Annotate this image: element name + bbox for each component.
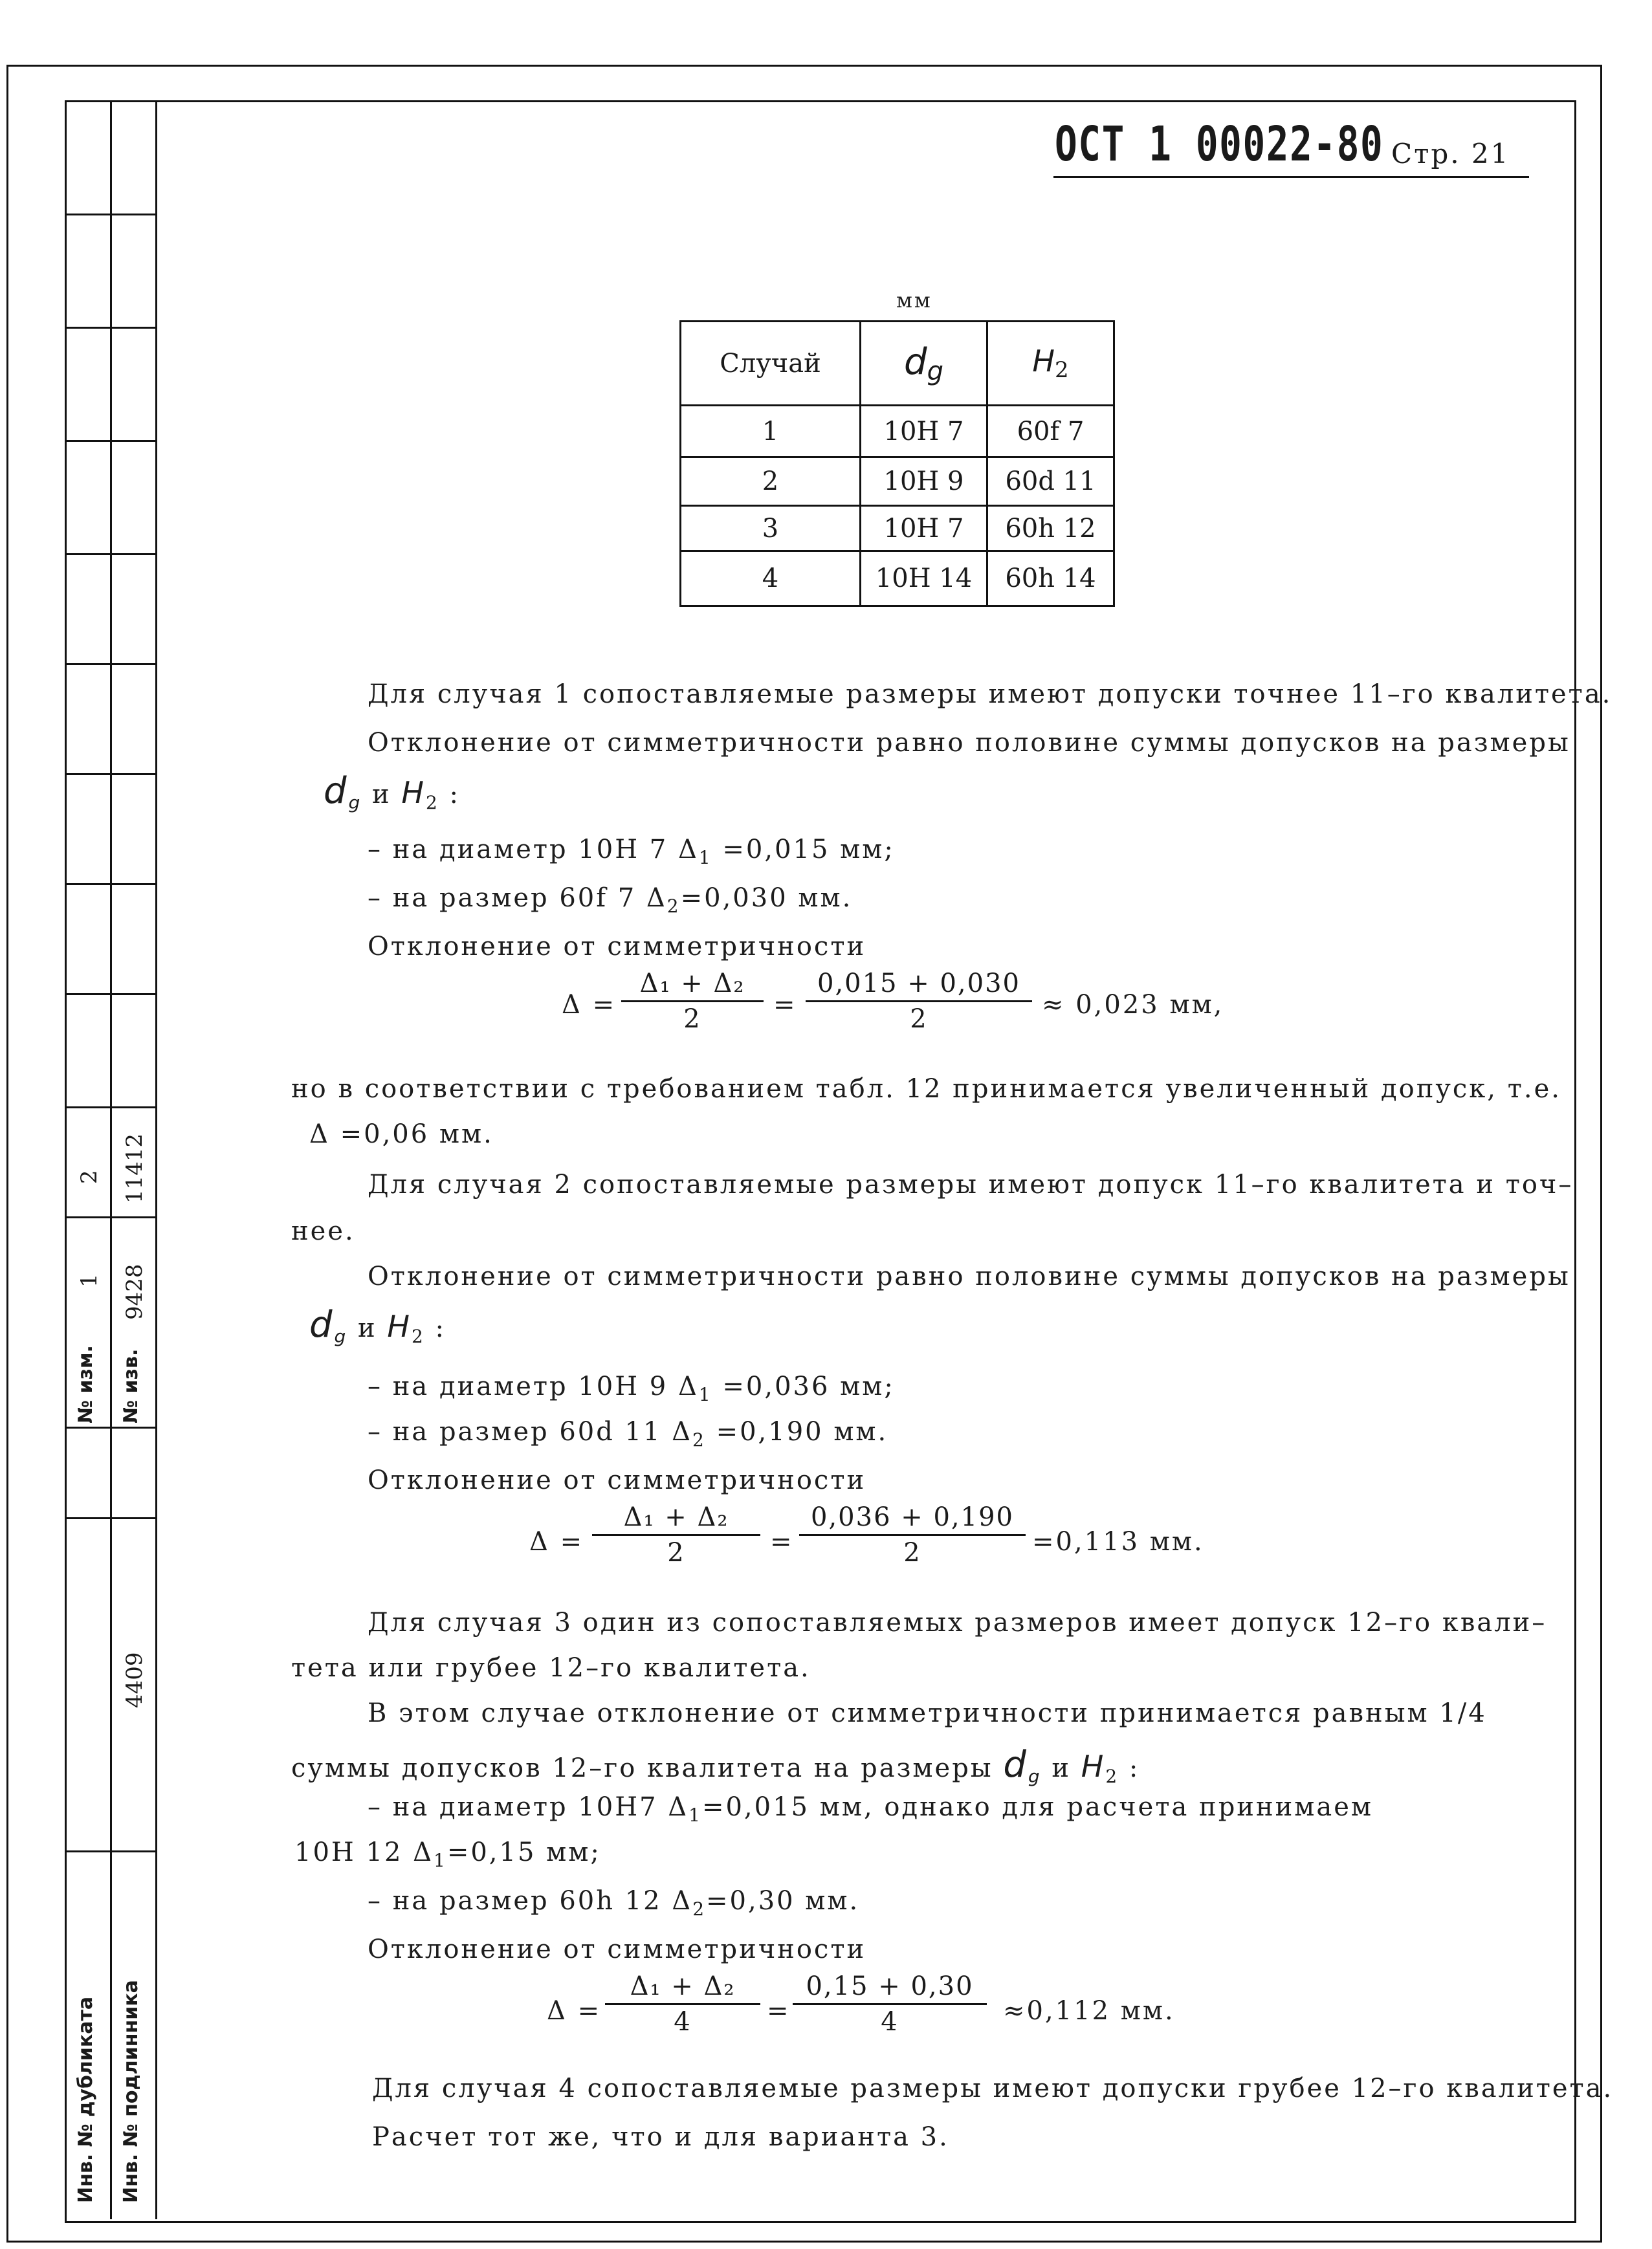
formula-result: =0,113 мм. bbox=[1032, 1527, 1204, 1557]
table-row bbox=[681, 506, 1114, 551]
formula-fraction bbox=[621, 971, 764, 1032]
standard-code: ОСТ 1 00022-80 bbox=[1055, 116, 1384, 172]
paragraph: Для случая 3 один из сопоставляемых размеров имеет допуск 12–го квали– bbox=[368, 1608, 1547, 1638]
table-cell: 10H 14 bbox=[861, 551, 987, 606]
duplicate-inventory-label: Инв. № дубликата bbox=[74, 1996, 97, 2203]
table-unit: мм bbox=[896, 288, 932, 313]
formula-result: ≈0,112 мм. bbox=[1003, 1996, 1175, 2026]
change-number-label: № изм. bbox=[74, 1345, 97, 1423]
table-header-row bbox=[681, 322, 1114, 406]
fraction-bar bbox=[806, 1000, 1032, 1002]
page-number: Стр. 21 bbox=[1391, 138, 1510, 170]
table-row bbox=[681, 457, 1114, 506]
paragraph: Для случая 1 сопоставляемые размеры имеют допуски точнее 11–го квалитета. bbox=[368, 679, 1613, 709]
formula-numerator: Δ₁ + Δ₂ bbox=[639, 969, 745, 998]
formula-fraction bbox=[605, 1973, 760, 2035]
paragraph: нее. bbox=[291, 1216, 355, 1246]
table-cell: 60h 14 bbox=[987, 551, 1114, 606]
formula-lhs: Δ = bbox=[562, 990, 617, 1020]
stamp-rule bbox=[65, 553, 157, 555]
paragraph: $d_g$ и $H_2$ : bbox=[324, 770, 461, 813]
fraction-bar bbox=[605, 2003, 760, 2005]
stamp-divider bbox=[155, 100, 157, 2219]
formula-numerator: Δ₁ + Δ₂ bbox=[623, 1502, 729, 1532]
table-cell: 10H 9 bbox=[861, 457, 987, 506]
table-header-cell: Случай bbox=[681, 322, 861, 406]
change-2: 2 bbox=[76, 1170, 102, 1184]
paragraph: Расчет тот же, что и для варианта 3. bbox=[372, 2122, 949, 2152]
stamp-rule bbox=[65, 883, 157, 885]
formula-fraction bbox=[806, 971, 1032, 1032]
table-row bbox=[681, 551, 1114, 606]
table-header-cell: $H_2$ bbox=[987, 322, 1114, 406]
paragraph: Отклонение от симметричности равно половине суммы допусков на размеры bbox=[368, 1262, 1570, 1291]
fraction-bar bbox=[799, 1534, 1026, 1536]
formula-denominator: 4 bbox=[674, 2007, 692, 2037]
formula-denominator: 2 bbox=[683, 1004, 701, 1034]
stamp-rule bbox=[65, 1216, 157, 1218]
stamp-rule bbox=[65, 773, 157, 775]
paragraph: но в соответствии с требованием табл. 12 принимается увеличенный допуск, т.е. bbox=[291, 1074, 1561, 1104]
paragraph: тета или грубее 12–го квалитета. bbox=[291, 1653, 811, 1683]
formula-result: ≈ 0,023 мм, bbox=[1042, 990, 1224, 1020]
paragraph: $d_g$ и $H_2$ : bbox=[309, 1304, 446, 1347]
formula-denominator: 2 bbox=[667, 1538, 685, 1568]
formula-fraction bbox=[592, 1504, 760, 1566]
formula-equals: = bbox=[770, 1527, 794, 1557]
table-cell: 10H 7 bbox=[861, 506, 987, 551]
paragraph: В этом случае отклонение от симметричности принимается равным 1/4 bbox=[368, 1698, 1487, 1728]
formula-fraction bbox=[799, 1504, 1026, 1566]
original-inventory-number: 4409 bbox=[122, 1652, 148, 1708]
table-cell: 1 bbox=[681, 406, 861, 457]
formula-fraction bbox=[793, 1973, 987, 2035]
formula-numerator: 0,036 + 0,190 bbox=[811, 1502, 1014, 1532]
table-cell: 60d 11 bbox=[987, 457, 1114, 506]
stamp-rule bbox=[65, 1427, 157, 1429]
formula-lhs: Δ = bbox=[547, 1996, 602, 2026]
formula-equals: = bbox=[767, 1996, 791, 2026]
formula-denominator: 2 bbox=[910, 1004, 928, 1034]
list-item: – на диаметр 10H7 $\Delta_1=0,015$ мм, однако для расчета принимаем bbox=[368, 1792, 1374, 1826]
stamp-rule bbox=[65, 327, 157, 329]
table-cell: 10H 7 bbox=[861, 406, 987, 457]
header-underline bbox=[1053, 176, 1529, 178]
formula-equals: = bbox=[773, 990, 797, 1020]
paragraph: суммы допусков 12–го квалитета на размеры $d_g$ и $H_2$ : bbox=[291, 1744, 1140, 1787]
stamp-rule bbox=[65, 214, 157, 215]
stamp-rule bbox=[65, 1517, 157, 1519]
paragraph: Для случая 4 сопоставляемые размеры имеют допуски грубее 12–го квалитета. bbox=[372, 2074, 1614, 2103]
paragraph: Отклонение от симметричности bbox=[368, 932, 866, 961]
notice-2: 11412 bbox=[122, 1133, 148, 1203]
formula-numerator: Δ₁ + Δ₂ bbox=[630, 1971, 736, 2001]
formula-denominator: 4 bbox=[881, 2007, 899, 2037]
list-item: – на размер 60f 7 $\Delta_2=0,030$ мм. bbox=[368, 883, 853, 917]
formula-numerator: 0,15 + 0,30 bbox=[806, 1971, 974, 2001]
paragraph: Отклонение от симметричности bbox=[368, 1935, 866, 1964]
stamp-rule bbox=[65, 993, 157, 995]
fraction-bar bbox=[621, 1000, 764, 1002]
table-cell: 2 bbox=[681, 457, 861, 506]
paragraph: Для случая 2 сопоставляемые размеры имеют допуск 11–го квалитета и точ– bbox=[368, 1170, 1574, 1200]
table-header-cell: $d_g$ bbox=[861, 322, 987, 406]
paragraph: Отклонение от симметричности равно половине суммы допусков на размеры bbox=[368, 728, 1570, 758]
paragraph: Отклонение от симметричности bbox=[368, 1465, 866, 1495]
table-cell: 3 bbox=[681, 506, 861, 551]
formula-numerator: 0,015 + 0,030 bbox=[817, 969, 1020, 998]
list-item: – на размер 60h 12 $\Delta_2=0,30$ мм. bbox=[368, 1886, 860, 1920]
formula-denominator: 2 bbox=[903, 1538, 921, 1568]
tolerance-table bbox=[679, 320, 1115, 607]
table-cell: 60f 7 bbox=[987, 406, 1114, 457]
stamp-rule bbox=[65, 440, 157, 442]
stamp-rule bbox=[65, 663, 157, 665]
stamp-divider bbox=[110, 100, 112, 2219]
fraction-bar bbox=[793, 2003, 987, 2005]
list-item: – на диаметр 10H 9 $\Delta_1 =0,036$ мм; bbox=[368, 1372, 895, 1405]
table-cell: 60h 12 bbox=[987, 506, 1114, 551]
paragraph: Δ =0,06 мм. bbox=[309, 1119, 494, 1149]
notice-number-label: № изв. bbox=[120, 1348, 142, 1423]
list-item: – на диаметр 10H 7 $\Delta_1 =0,015$ мм; bbox=[368, 835, 895, 868]
table-cell: 4 bbox=[681, 551, 861, 606]
change-1: 1 bbox=[76, 1273, 102, 1288]
fraction-bar bbox=[592, 1534, 760, 1536]
table-row bbox=[681, 406, 1114, 457]
original-inventory-label: Инв. № подлинника bbox=[120, 1980, 142, 2203]
list-item: – на размер 60d 11 $\Delta_2 =0,190$ мм. bbox=[368, 1417, 888, 1451]
stamp-rule bbox=[65, 1850, 157, 1852]
notice-1: 9428 bbox=[122, 1264, 148, 1320]
formula-lhs: Δ = bbox=[529, 1527, 584, 1557]
stamp-rule bbox=[65, 1106, 157, 1108]
list-item: 10H 12 $\Delta_1=0,15$ мм; bbox=[294, 1838, 601, 1871]
